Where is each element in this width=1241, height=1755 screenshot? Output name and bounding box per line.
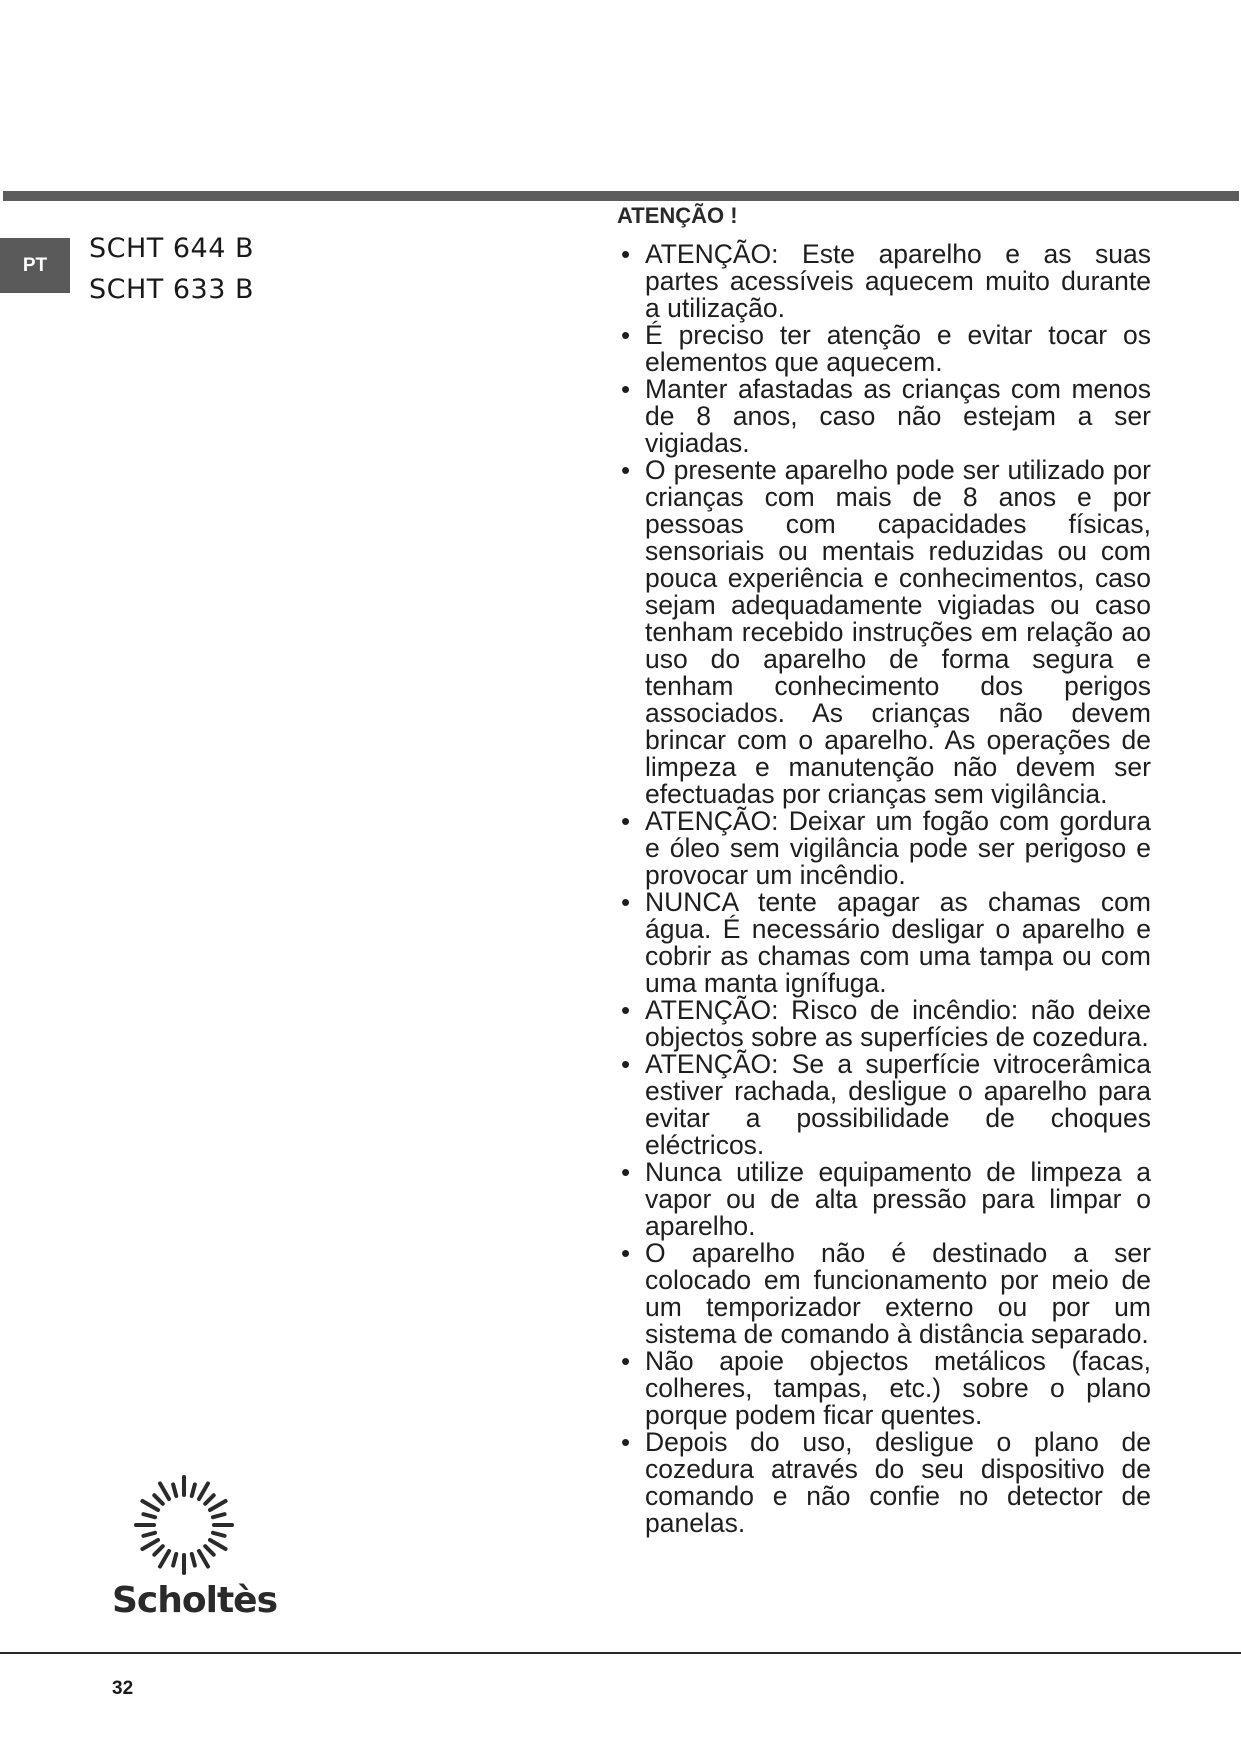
- section-title: ATENÇÃO !: [617, 203, 738, 228]
- warning-item: [617, 457, 1151, 808]
- warning-item: [617, 889, 1151, 997]
- logo-ray: [173, 1554, 176, 1566]
- warning-item: [617, 376, 1151, 457]
- model-name: SCHT 633 B: [89, 274, 255, 305]
- logo-ray: [160, 1551, 169, 1567]
- bullet-icon: •: [621, 455, 631, 485]
- language-tab-label: PT: [22, 254, 48, 276]
- model-name: SCHT 644 B: [89, 233, 255, 264]
- logo-ray: [205, 1495, 213, 1503]
- logo-ray: [142, 1501, 158, 1510]
- warning-item: [617, 322, 1151, 376]
- warning-text: Depois do uso, desligue o plano de cozedura através do seu dispositivo de comando e não confie no detector de panelas.: [645, 1427, 1151, 1538]
- warning-text: ATENÇÃO: Se a superfície vitrocerâmica estiver rachada, desligue o aparelho para evitar a possibilidade de choques eléctricos.: [645, 1049, 1151, 1160]
- bottom-rule: [0, 1652, 1241, 1654]
- warning-text: ATENÇÃO: Este aparelho e as suas partes acessíveis aquecem muito durante a utilização.: [645, 239, 1151, 323]
- logo-ray: [173, 1484, 176, 1496]
- logo-ray: [213, 1514, 225, 1517]
- logo-ray: [143, 1514, 155, 1517]
- warning-text: ATENÇÃO: Risco de incêndio: não deixe objectos sobre as superfícies de cozedura.: [645, 995, 1151, 1052]
- warning-list: [617, 241, 1151, 1537]
- top-rule: [3, 191, 1239, 201]
- warning-item: [617, 1429, 1151, 1537]
- warning-item: [617, 1159, 1151, 1240]
- logo-ray: [160, 1483, 169, 1499]
- warning-item: [617, 1240, 1151, 1348]
- logo-ray: [142, 1540, 158, 1549]
- bullet-icon: •: [621, 1049, 631, 1079]
- sun-burst-logo-icon: [129, 1470, 239, 1580]
- brand-name: Scholtès: [112, 1580, 278, 1621]
- warning-text: Nunca utilize equipamento de limpeza a vapor ou de alta pressão para limpar o aparelho.: [645, 1157, 1151, 1241]
- bullet-icon: •: [621, 1238, 631, 1268]
- logo-ray: [205, 1546, 213, 1554]
- warning-item: [617, 997, 1151, 1051]
- page-number: 32: [112, 1678, 134, 1699]
- bullet-icon: •: [621, 887, 631, 917]
- warning-item: [617, 808, 1151, 889]
- logo-ray: [143, 1533, 155, 1536]
- logo-ray: [199, 1551, 208, 1567]
- warning-item: [617, 1051, 1151, 1159]
- logo-ray: [210, 1540, 226, 1549]
- bullet-icon: •: [621, 239, 631, 269]
- warning-text: É preciso ter atenção e evitar tocar os elementos que aquecem.: [645, 320, 1151, 377]
- bullet-icon: •: [621, 320, 631, 350]
- warning-item: [617, 241, 1151, 322]
- logo-ray: [213, 1533, 225, 1536]
- bullet-icon: •: [621, 1427, 631, 1457]
- warning-text: Manter afastadas as crianças com menos de 8 anos, caso não estejam a ser vigiadas.: [645, 374, 1151, 458]
- warning-text: O presente aparelho pode ser utilizado por crianças com mais de 8 anos e por pessoas com capacidades físicas, sensoriais ou mentais reduzidas ou com pouca experiência e conhecimentos, caso sejam adequadamente vigiadas ou caso tenham recebido instruções em relação ao uso do aparelho de forma segura e tenham conhecimento dos perigos associados. As crianças não devem brincar com o aparelho. As operações de limpeza e manutenção não devem ser efectuadas por crianças sem vigilância.: [645, 455, 1151, 809]
- language-tab: [0, 238, 70, 293]
- warning-text: O aparelho não é destinado a ser colocado em funcionamento por meio de um temporizador externo ou por um sistema de comando à distância separado.: [645, 1238, 1151, 1349]
- bullet-icon: •: [621, 1346, 631, 1376]
- warning-text: NUNCA tente apagar as chamas com água. É necessário desligar o aparelho e cobrir as chamas com uma tampa ou com uma manta ignífuga.: [645, 887, 1151, 998]
- logo-ray: [199, 1483, 208, 1499]
- logo-ray: [154, 1495, 162, 1503]
- warning-text: ATENÇÃO: Deixar um fogão com gordura e óleo sem vigilância pode ser perigoso e provocar um incêndio.: [645, 806, 1151, 890]
- logo-ray: [192, 1484, 195, 1496]
- bullet-icon: •: [621, 1157, 631, 1187]
- logo-ray: [192, 1554, 195, 1566]
- bullet-icon: •: [621, 995, 631, 1025]
- logo-ray: [210, 1501, 226, 1510]
- warning-item: [617, 1348, 1151, 1429]
- bullet-icon: •: [621, 806, 631, 836]
- model-list: [89, 228, 254, 310]
- bullet-icon: •: [621, 374, 631, 404]
- logo-ray: [154, 1546, 162, 1554]
- warning-text: Não apoie objectos metálicos (facas, colheres, tampas, etc.) sobre o plano porque podem ficar quentes.: [645, 1346, 1151, 1430]
